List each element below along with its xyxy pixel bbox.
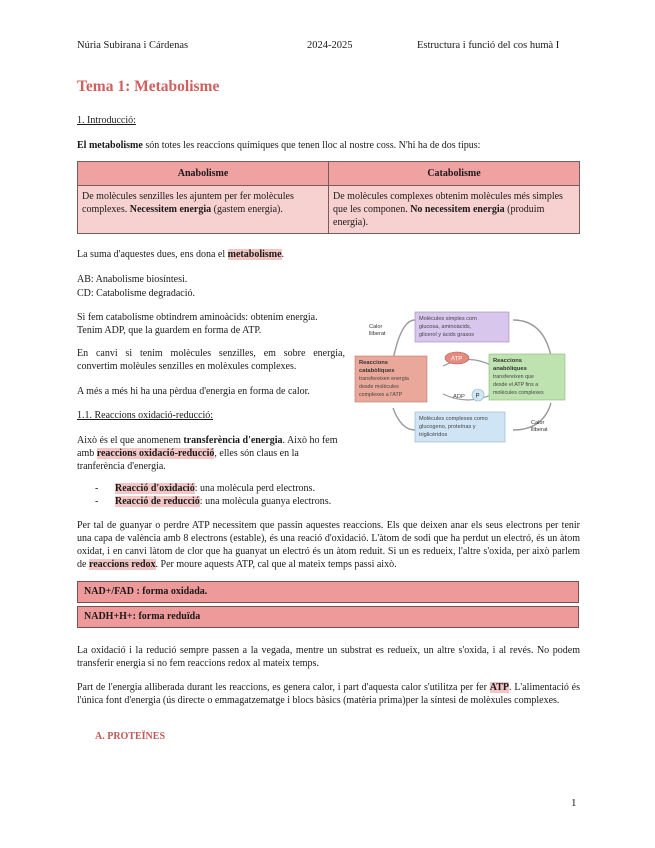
- cell-bold: Necessitem energia: [129, 204, 212, 215]
- suma-paragraph: [77, 248, 284, 261]
- catab-line-3: transfereixen energia: [359, 376, 409, 382]
- suma-text: La suma d'aquestes dues, ens dona el: [77, 249, 228, 260]
- metabolism-table: [77, 161, 580, 234]
- table-header-catabolisme: Catabolisme: [329, 162, 580, 186]
- calor-bottom-1: Calor: [531, 420, 545, 426]
- bullet-rest: : una molècula guanya electrons.: [199, 496, 332, 507]
- anab-line-4: desde el ATP fins a: [493, 382, 539, 388]
- anab-line-3: transfereixen que: [493, 374, 534, 380]
- anab-line-1: Reaccions: [493, 358, 522, 364]
- catabolism-paragraph: Si fem catabolisme obtindrem aminoàcids: obtenim energia. Tenim ADP, que la guardem en forma de ATP.: [77, 312, 318, 336]
- energy-paragraph: [77, 681, 580, 707]
- cell-text: De molècules complexes obtenim molècules més simples que les componen.: [333, 191, 563, 215]
- catab-line-4: desde molècules: [359, 384, 399, 390]
- section-a-heading: A. PROTEÏNES: [95, 731, 166, 742]
- curve-arrow-top-left: [393, 320, 415, 360]
- redox-b: transferència d'energia: [183, 435, 283, 446]
- section-heading-intro: 1. Introducció:: [77, 115, 136, 126]
- complex-line-1: Molècules complexes como: [419, 416, 488, 422]
- bullet-term: Reacció d'oxidació: [115, 483, 195, 494]
- header-author: Núria Subirana i Cárdenas: [77, 40, 189, 51]
- catab-line-2: catabòliques: [359, 368, 395, 374]
- table-header-anabolisme: Anabolisme: [78, 162, 329, 186]
- intro-term: El metabolisme: [77, 140, 143, 151]
- energy-b: ATP: [489, 682, 510, 693]
- cell-bold: No necessitem energia: [410, 204, 505, 215]
- suma-term: metabolisme: [227, 249, 282, 260]
- anab-line-5: molècules complexes: [493, 390, 544, 396]
- page-number: 1: [571, 797, 577, 809]
- suma-end: .: [281, 249, 285, 260]
- curve-arrow-bottom-left: [393, 408, 415, 430]
- simple-line-3: glicerol y àcids grasos: [419, 332, 475, 338]
- bullet-term: Reacció de reducció: [115, 496, 200, 507]
- energy-a: Part de l'energia alliberada durant les reaccions, es genera calor, i part d'aquesta calor s'utilitza per fer: [77, 682, 490, 693]
- reduced-form-box: NADH+H+: forma reduïda: [77, 606, 579, 628]
- anabolism-paragraph: En canvi si tenim molècules senzilles, em sobre energia, convertim molèules senzilles en molèxules complexes.: [77, 348, 345, 372]
- calor-top-1: Calor: [369, 324, 383, 330]
- section-heading-redox: 1.1. Reaccions oxidació-reducció:: [77, 410, 214, 421]
- ab-line: AB: Anabolisme biosíntesi.: [77, 274, 188, 285]
- cycle-arc-bottom: [443, 394, 493, 400]
- calor-bottom-2: lliberat: [531, 427, 548, 433]
- curve-arrow-top-right: [513, 320, 551, 356]
- intro-text: són totes les reaccions químiques que tenen lloc al nostre coss. N'hi ha de dos tipus:: [142, 140, 481, 151]
- heat-paragraph: A més a més hi ha una pèrdua d'energia en forma de calor.: [77, 386, 310, 397]
- table-cell-catabolisme: [329, 186, 580, 234]
- energy-c: . L'alimentació és l'única font d'energia (ús directe o emmagatzematge i blocs bàsics (matèria prima)per la síntesi de molèxules complexes.: [77, 682, 580, 706]
- atp-a: Per tal de guanyar o perdre ATP necessitem que passin aquestes reaccions. Els que deixen anar els seus electrons per tenir una capa de valència amb 8 electrons (estable), és una reació d'oxidació. L'àtom de sodi que ha perdut un electró, és un àtom oxidat, i en canvi làtom de clor que ha guanyat un electró és un àtom reduit. Si un es redueix, l'altre s'oxida, per això parlem de: [77, 520, 580, 570]
- bullet-oxidation: [95, 482, 315, 495]
- oxidized-form-box: NAD+/FAD : forma oxidada.: [77, 581, 579, 603]
- redox-intro-paragraph: [77, 434, 345, 473]
- atp-paragraph: [77, 519, 580, 571]
- simple-line-1: Molècules simples com: [419, 316, 477, 322]
- redox-a: Això és el que anomenem: [77, 435, 184, 446]
- complex-line-2: glucogeno, proteínas y: [419, 424, 476, 430]
- table-cell-anabolisme: [78, 186, 329, 234]
- bullet-dash: -: [95, 483, 99, 494]
- cell-tail: (produim energia).: [333, 204, 545, 228]
- cell-text: De molècules senzilles les ajuntem per fer molècules complexes.: [82, 191, 294, 215]
- intro-paragraph: [77, 139, 580, 152]
- complex-line-3: triglicèridos: [419, 432, 448, 438]
- atp-b: reaccions redox: [88, 559, 156, 570]
- simultaneous-paragraph: La oxidació i la redució sempre passen a la vegada, mentre un substrat es redueix, un altre s'oxida, i al revés. No podem transferir energia si no fem reaccions redox al mateix temps.: [77, 645, 580, 669]
- catab-line-1: Reaccions: [359, 360, 388, 366]
- cd-line: CD: Catabolisme degradació.: [77, 288, 196, 299]
- bullet-dash: -: [95, 496, 99, 507]
- redox-e: , elles són claus en la tranferència d'energia.: [77, 448, 299, 472]
- calor-top-2: lliberat: [369, 331, 386, 337]
- simple-line-2: glucosa, aminoàcids,: [419, 324, 472, 330]
- catab-line-5: complexes a l'ATP: [359, 392, 403, 398]
- atp-c: . Per moure aquests ATP, cal que al mateix temps passi això.: [155, 559, 397, 570]
- pi-label: P: [475, 393, 480, 400]
- bullet-rest: : una molècula perd electrons.: [194, 483, 315, 494]
- redox-d: reaccions oxidació-reducció: [96, 448, 215, 459]
- metabolism-diagram: [353, 308, 583, 450]
- redox-c: . Això ho fem amb: [77, 435, 338, 459]
- bullet-reduction: [95, 495, 331, 508]
- header-year: 2024-2025: [307, 40, 353, 51]
- header-course: Estructura i funció del cos humà I: [417, 40, 560, 51]
- atp-label: ATP: [451, 356, 463, 363]
- page-title: Tema 1: Metabolisme: [77, 78, 220, 95]
- anab-line-2: anabòliques: [493, 366, 527, 372]
- cell-tail: (gastem energia).: [211, 204, 283, 215]
- adp-label: ADP: [453, 394, 465, 400]
